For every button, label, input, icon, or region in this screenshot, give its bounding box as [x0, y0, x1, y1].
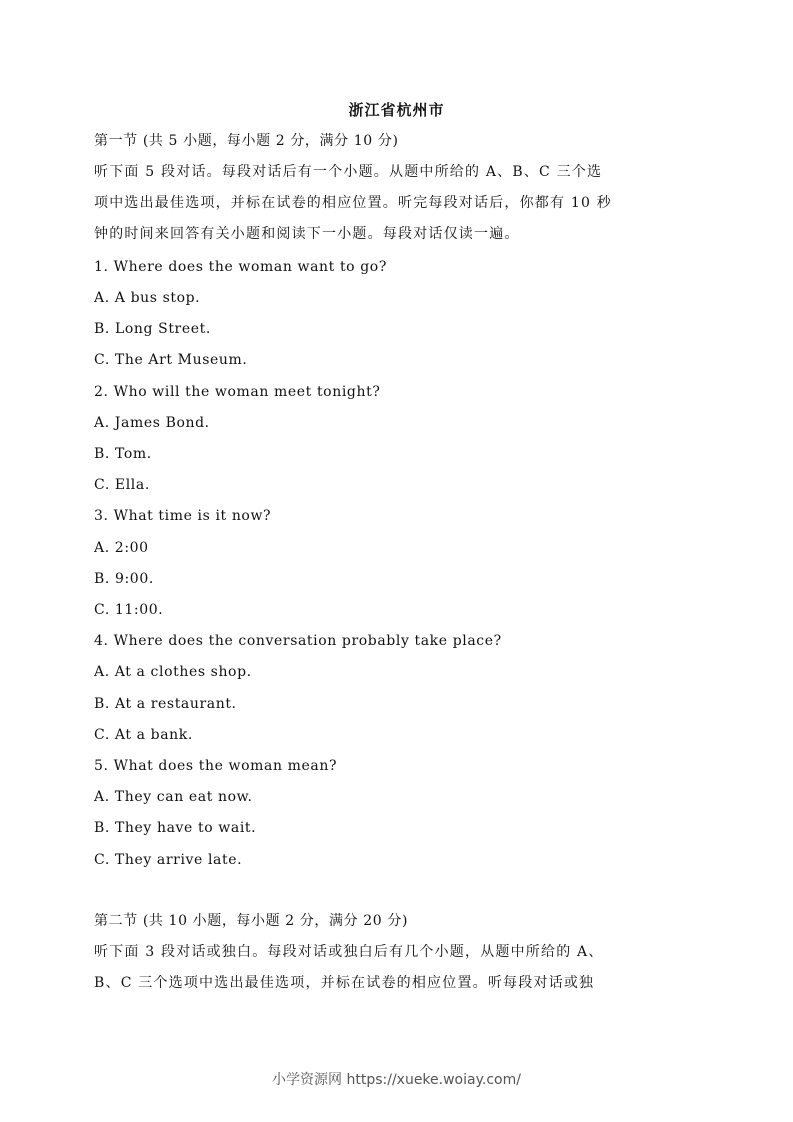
question-1-option-a: A. A bus stop. [94, 290, 201, 306]
question-4-option-c: C. At a bank. [94, 727, 193, 743]
question-5-option-c: C. They arrive late. [94, 852, 243, 868]
question-stem-2: 2. Who will the woman meet tonight? [94, 384, 381, 400]
question-4-option-a: A. At a clothes shop. [94, 664, 252, 680]
question-5-option-b: B. They have to wait. [94, 820, 257, 836]
document-title: 浙江省杭州市 [348, 101, 445, 119]
question-2-option-b: B. Tom. [94, 446, 152, 462]
question-stem-1: 1. Where does the woman want to go? [94, 259, 387, 275]
question-2-option-a: A. James Bond. [94, 415, 210, 431]
question-3-option-c: C. 11:00. [94, 602, 164, 618]
instruction-line: 钟的时间来回答有关小题和阅读下一小题。每段对话仅读一遍。 [94, 226, 520, 242]
instruction-line: 听下面 5 段对话。每段对话后有一个小题。从题中所给的 A、B、C 三个选 [94, 164, 603, 180]
section2-instructions [94, 942, 704, 1004]
question-3-option-b: B. 9:00. [94, 571, 154, 587]
section1-heading: 第一节 (共 5 小题，每小题 2 分，满分 10 分) [94, 133, 399, 149]
question-1-option-b: B. Long Street. [94, 321, 211, 337]
section2-heading: 第二节 (共 10 小题，每小题 2 分，满分 20 分) [94, 913, 409, 929]
question-stem-5: 5. What does the woman mean? [94, 758, 338, 774]
instruction-line: 项中选出最佳选项，并标在试卷的相应位置。听完每段对话后，你都有 10 秒 [94, 195, 612, 211]
question-2-option-c: C. Ella. [94, 477, 150, 493]
question-stem-3: 3. What time is it now? [94, 508, 272, 524]
section1-instructions [94, 162, 704, 255]
question-5-option-a: A. They can eat now. [94, 789, 253, 805]
instruction-line: B、C 三个选项中选出最佳选项，并标在试卷的相应位置。听每段对话或独 [94, 975, 595, 991]
question-stem-4: 4. Where does the conversation probably take place? [94, 633, 502, 649]
footer-watermark: 小学资源网 https://xueke.woiay.com/ [272, 1072, 521, 1088]
instruction-line: 听下面 3 段对话或独白。每段对话或独白后有几个小题，从题中所给的 A、 [94, 944, 604, 960]
question-4-option-b: B. At a restaurant. [94, 696, 237, 712]
question-3-option-a: A. 2:00 [94, 540, 149, 556]
question-1-option-c: C. The Art Museum. [94, 352, 248, 368]
